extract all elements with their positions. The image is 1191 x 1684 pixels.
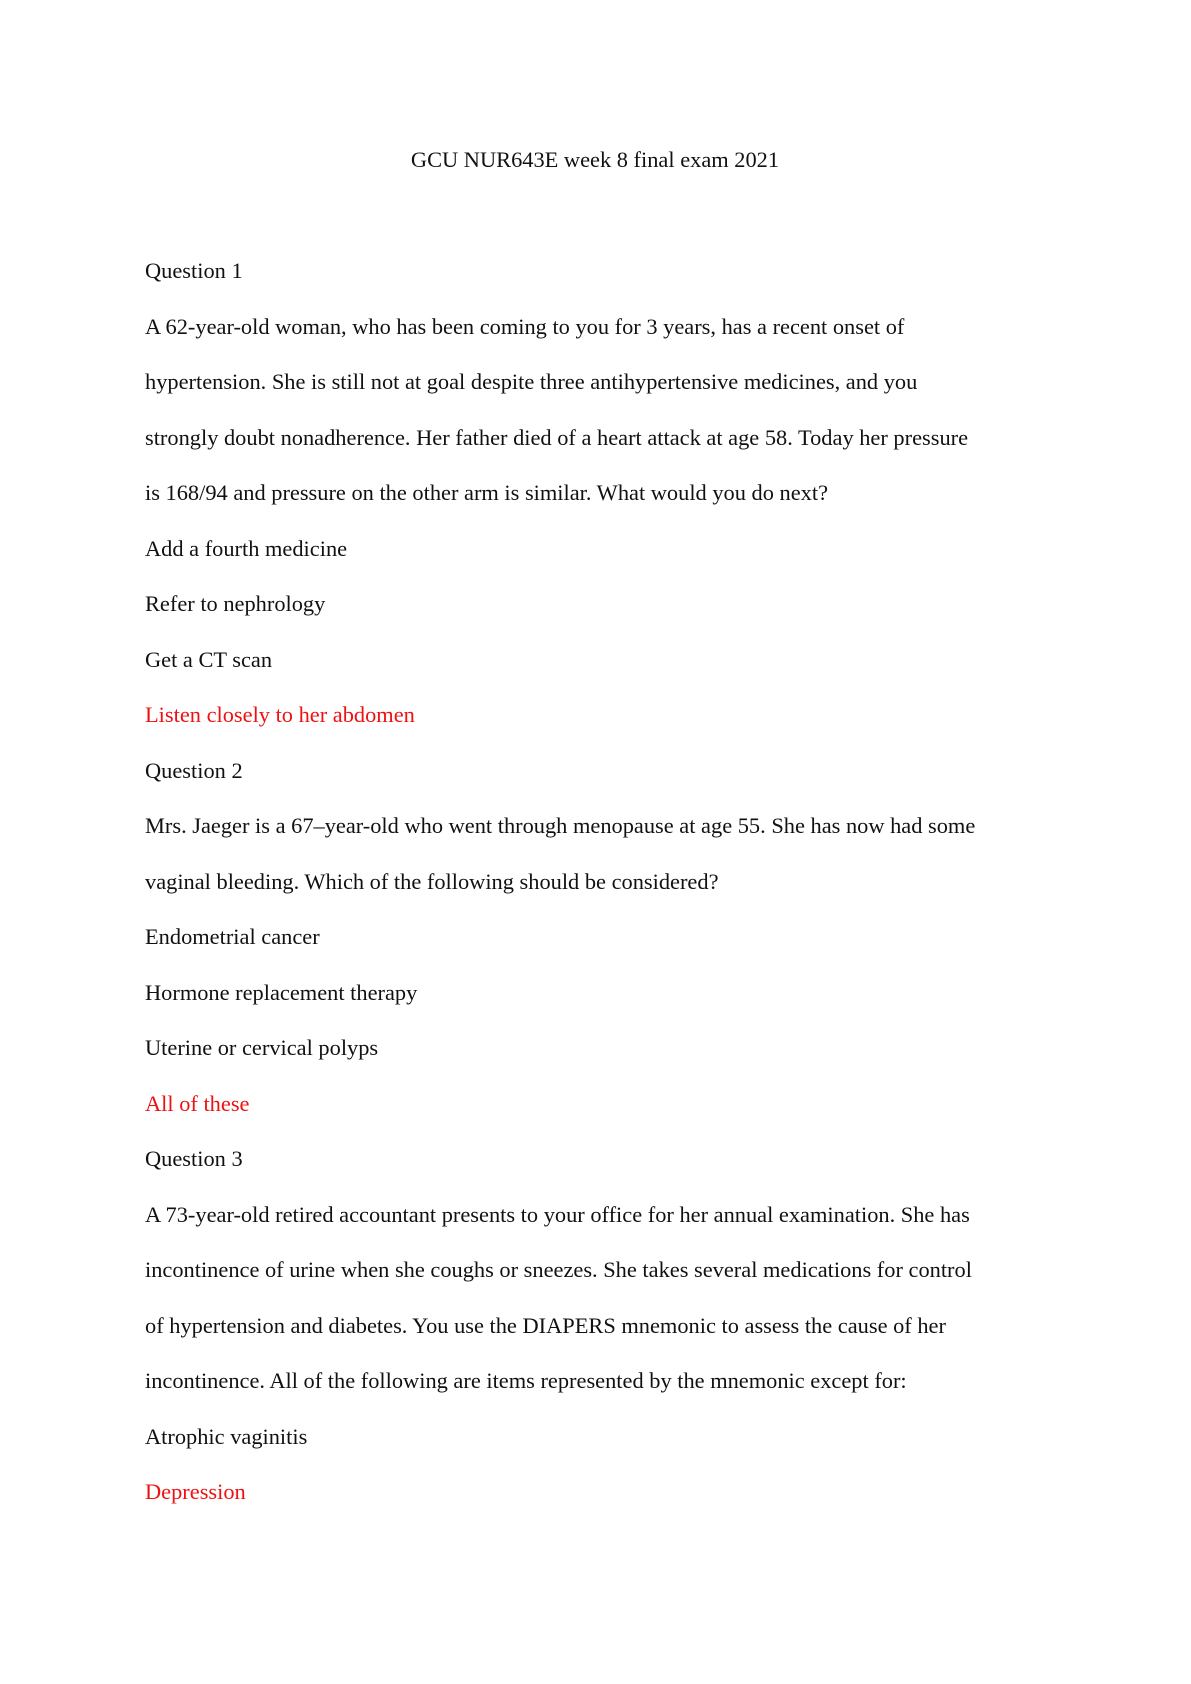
question-stem-line: Mrs. Jaeger is a 67–year-old who went through menopause at age 55. She has now had some [145, 813, 976, 838]
question-label: Question 3 [145, 1146, 243, 1171]
correct-answer-option: All of these [145, 1090, 250, 1116]
question-label: Question 1 [145, 258, 243, 283]
answer-option: Add a fourth medicine [145, 535, 348, 561]
answer-option: Get a CT scan [145, 646, 273, 672]
question-stem-line: A 73-year-old retired accountant presents to your office for her annual examination. She has [145, 1201, 970, 1227]
question-label: Question 2 [145, 757, 243, 783]
question-stem-line: hypertension. She is still not at goal despite three antihypertensive medicines, and you [145, 369, 918, 394]
question-block [145, 1131, 1045, 1520]
question-block [145, 243, 1045, 743]
answer-option: Refer to nephrology [145, 591, 326, 616]
answer-option: Endometrial cancer [145, 924, 320, 949]
question-stem-line: incontinence. All of the following are items represented by the mnemonic except for: [145, 1368, 907, 1393]
correct-answer-option: Listen closely to her abdomen [145, 702, 415, 727]
question-block [145, 743, 1045, 1132]
answer-option: Atrophic vaginitis [145, 1423, 308, 1449]
answer-option: Hormone replacement therapy [145, 979, 418, 1005]
document-title: GCU NUR643E week 8 final exam 2021 [410, 147, 780, 172]
question-stem-line: incontinence of urine when she coughs or sneezes. She takes several medications for control [145, 1257, 972, 1282]
question-stem-line: A 62-year-old woman, who has been coming to you for 3 years, has a recent onset of [145, 313, 905, 339]
question-stem-line: vaginal bleeding. Which of the following should be considered? [145, 868, 719, 894]
question-stem-line: strongly doubt nonadherence. Her father died of a heart attack at age 58. Today her pressure [145, 424, 969, 450]
blank-line [145, 188, 1045, 244]
question-stem-line: is 168/94 and pressure on the other arm is similar. What would you do next? [145, 480, 829, 505]
document-page [145, 132, 1045, 1520]
question-stem-line: of hypertension and diabetes. You use the DIAPERS mnemonic to assess the cause of her [145, 1312, 946, 1338]
correct-answer-option: Depression [145, 1479, 246, 1504]
answer-option: Uterine or cervical polyps [145, 1035, 379, 1060]
